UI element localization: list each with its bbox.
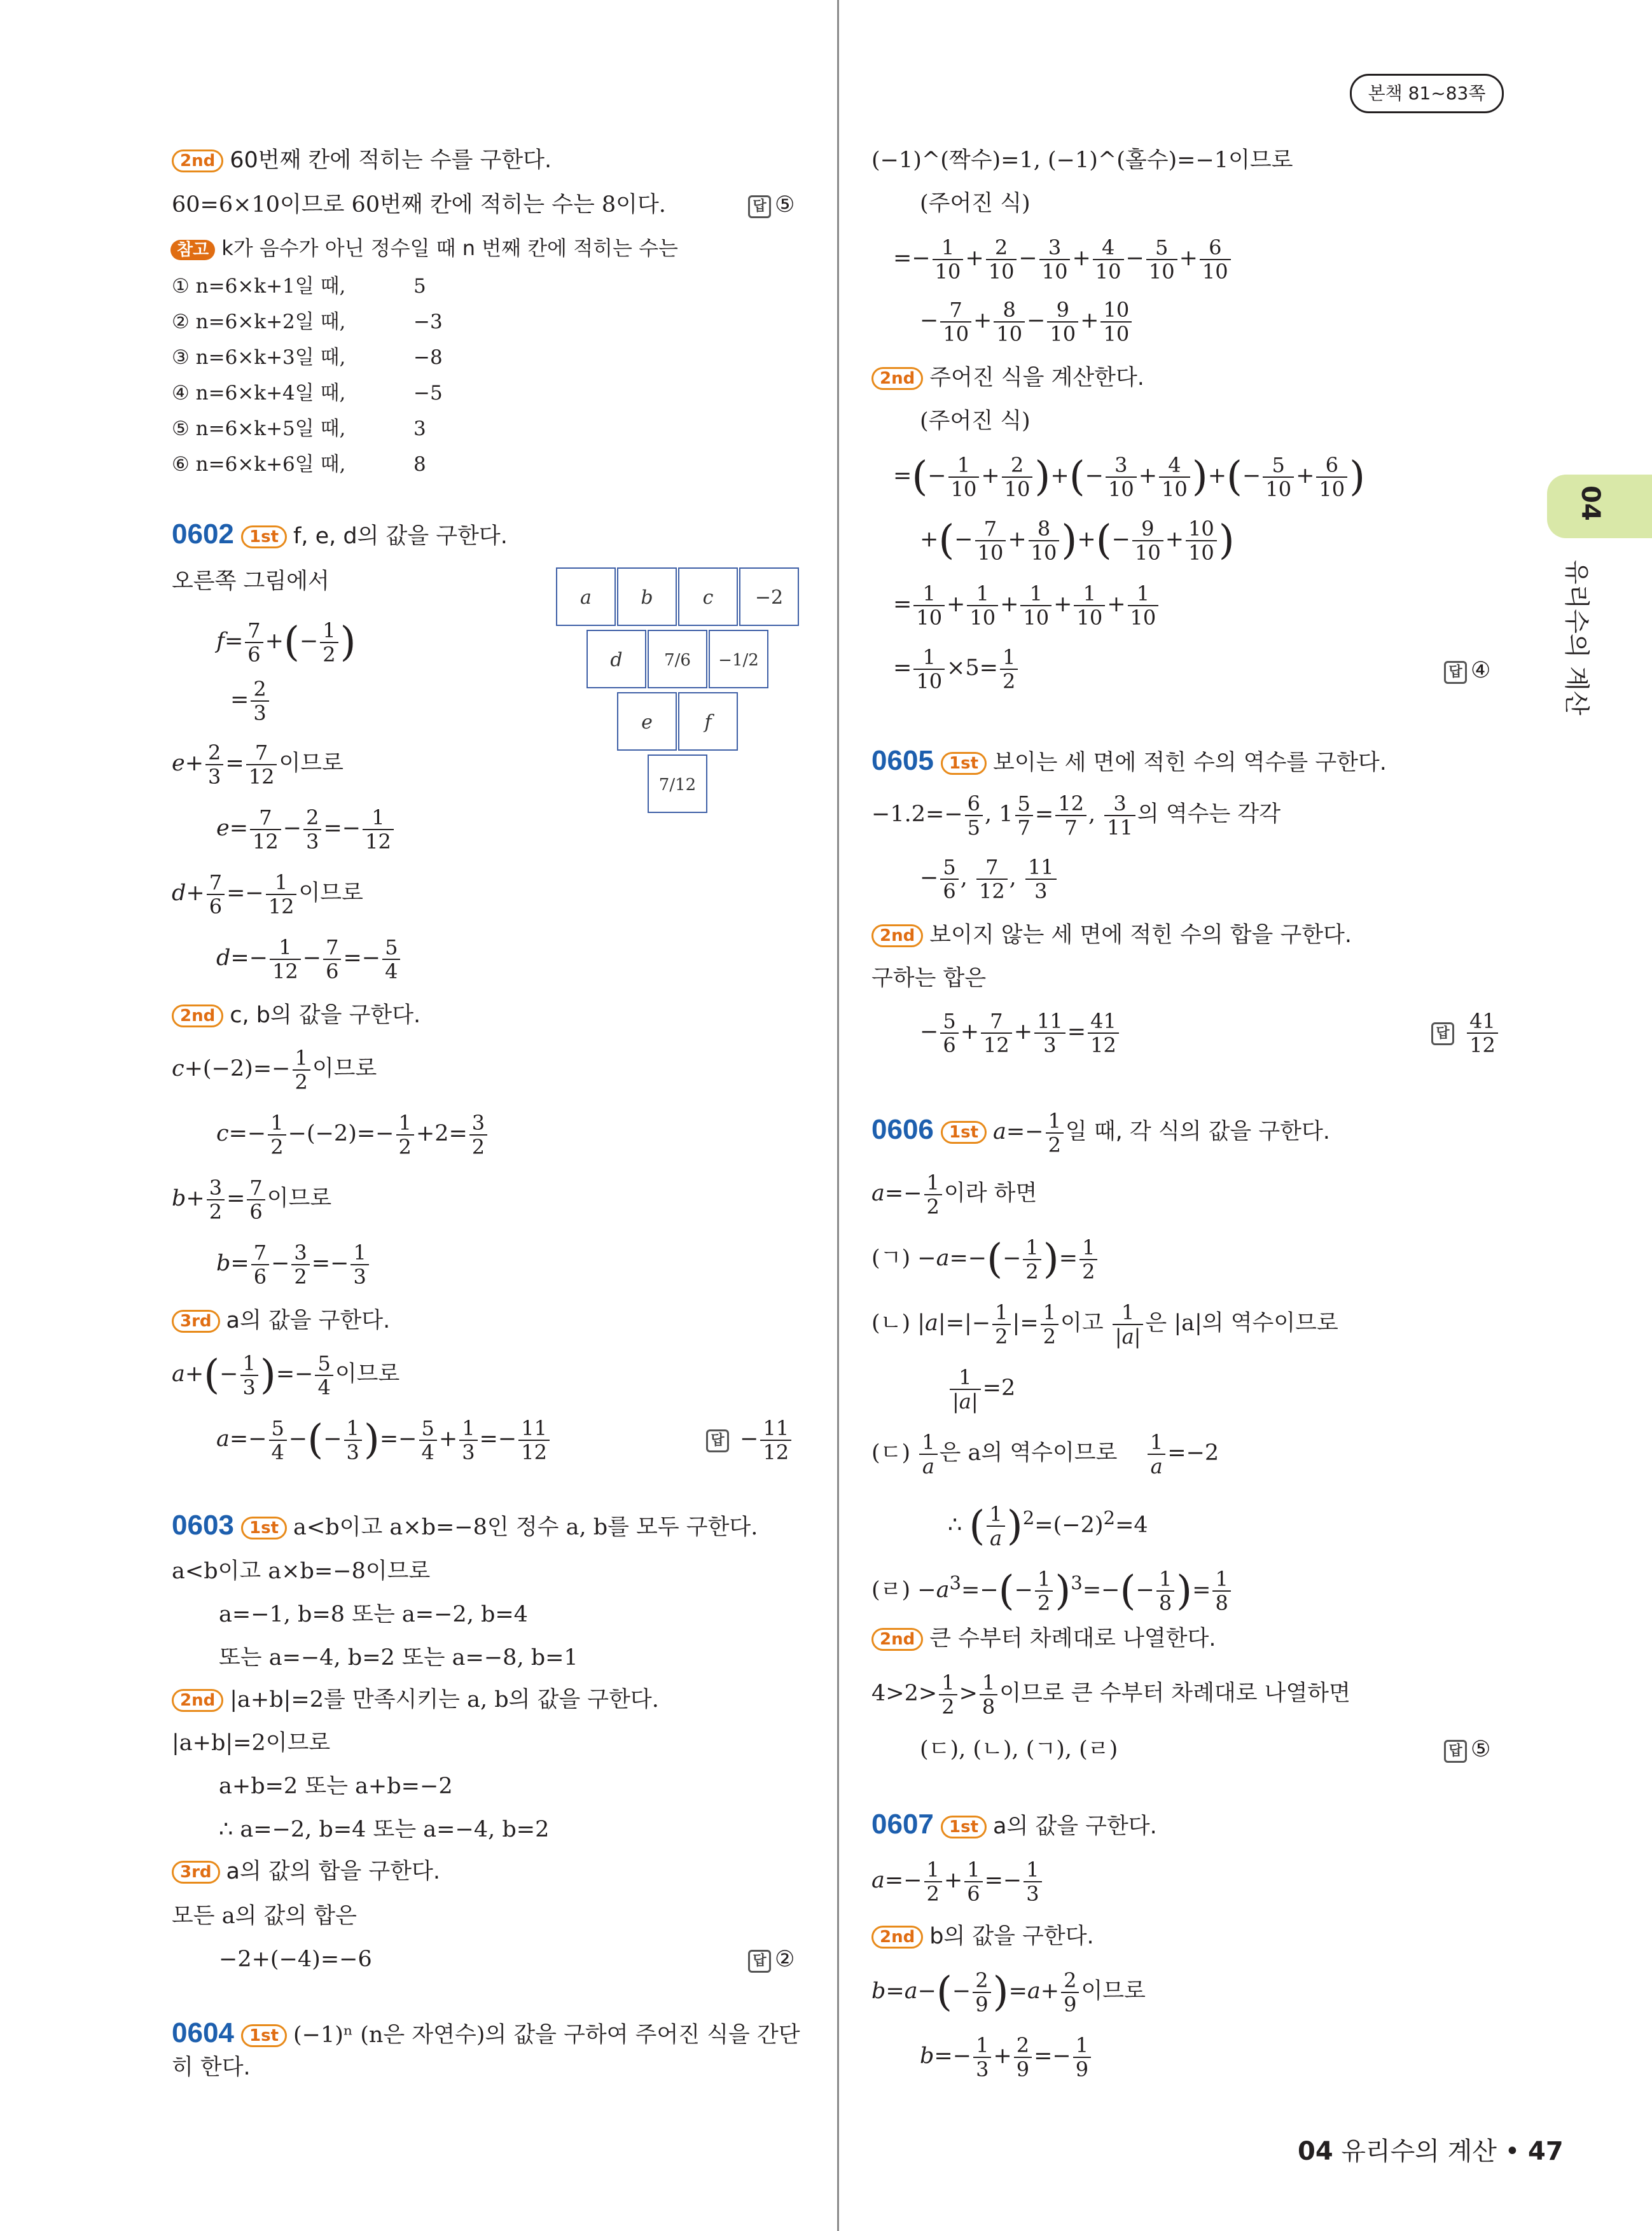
- text-line: 구하는 합은: [871, 966, 987, 991]
- text-line: (−1)^(짝수)=1, (−1)^(홀수)=−1이므로: [871, 148, 1293, 173]
- text-line: 오른쪽 그림에서: [172, 569, 330, 594]
- math-line: − $\frac{5}{6}$ , $\frac{7}{12}$ , $\frac{11}{3}$: [920, 852, 1059, 903]
- math-line: d+ $\frac{7}{6}$ =− $\frac{1}{12}$ 이므로: [172, 870, 363, 919]
- grid-cell: e: [617, 692, 677, 751]
- step-line: 2nd 주어진 식을 계산한다.: [871, 365, 1144, 391]
- step-line: 2nd 보이지 않는 세 면에 적힌 수의 합을 구한다.: [871, 922, 1352, 948]
- grid-cell: c: [678, 567, 738, 626]
- math-line: = $\frac{1}{10}$ + $\frac{1}{10}$ + $\frac{1}{10}$ + $\frac{1}{10}$ + $\frac{1}{10}$: [893, 579, 1160, 630]
- text-line: 히 한다.: [172, 2055, 251, 2080]
- chapter-tab: 04: [1547, 475, 1652, 538]
- math-line: −1.2=− $\frac{6}{5}$ , 1 $\frac{5}{7}$ = $\frac{12}{7}$ , $\frac{3}{11}$ 의 역수는 각각: [871, 791, 1281, 840]
- math-line: − $\frac{7}{10}$ + $\frac{8}{10}$ − $\frac{9}{10}$ + $\frac{10}{10}$: [920, 295, 1134, 346]
- grid-cell: d: [587, 630, 646, 688]
- note-line: 참고 k가 음수가 아닌 정수일 때 n 번째 칸에 적히는 수는: [170, 235, 678, 261]
- grid-cell: 7/12: [648, 754, 707, 813]
- grid-cell: −2: [739, 567, 799, 626]
- problem-header-0606: 0606 1st a=− $\frac{1}{2}$ 일 때, 각 식의 값을 구한다.: [871, 1108, 1330, 1157]
- note-row: ④ n=6×k+4일 때, −5: [172, 382, 443, 405]
- grid-cell: f: [678, 692, 738, 751]
- text-line: 모든 a의 값의 합은: [172, 1903, 357, 1929]
- note-row: ⑥ n=6×k+6일 때, 8: [172, 453, 426, 476]
- grid-cell: b: [617, 567, 677, 626]
- problem-header-0605: 0605 1st 보이는 세 면에 적힌 수의 역수를 구한다.: [871, 745, 1387, 776]
- step-line: 2nd 큰 수부터 차례대로 나열한다.: [871, 1626, 1216, 1651]
- problem-header-0604: 0604 1st (−1)ⁿ (n은 자연수)의 값을 구하여 주어진 식을 간단: [172, 2017, 800, 2048]
- math-line: ∴ ( $\frac{1}{a}$ )$^2=(-2)^2=4$: [948, 1502, 1148, 1551]
- text-line: a+b=2 또는 a+b=−2: [219, 1774, 453, 1799]
- math-line: a=− $\frac{1}{2}$ 이라 하면: [871, 1170, 1038, 1219]
- chapter-side-title: 유리수의 계산: [1562, 560, 1591, 716]
- step-line: 3rd a의 값의 합을 구한다.: [172, 1859, 440, 1884]
- grid-cell: a: [556, 567, 616, 626]
- math-line: (ㄹ) $-a^3=-(-$ $\frac{1}{2}$ )$^3$=−(− $\frac{1}{8}$ )= $\frac{1}{8}$: [871, 1557, 1233, 1616]
- text-line: (주어진 식): [920, 408, 1031, 434]
- math-line: =− $\frac{1}{10}$ + $\frac{2}{10}$ − $\frac{3}{10}$ + $\frac{4}{10}$ − $\frac{5}{10}$ + $\frac{6}{10}$: [893, 233, 1233, 284]
- step-line: 3rd a의 값을 구한다.: [172, 1308, 390, 1333]
- math-line: c=− $\frac{1}{2}$ −(−2)=− $\frac{1}{2}$ +2= $\frac{3}{2}$: [216, 1108, 489, 1159]
- answer-mark: 답 ⑤: [1444, 1737, 1490, 1763]
- grid-cell: 7/6: [648, 630, 707, 688]
- text-line: a<b이고 a×b=−8이므로: [172, 1559, 431, 1584]
- text-line: (주어진 식): [920, 191, 1031, 216]
- math-line: b=− $\frac{1}{3}$ + $\frac{2}{9}$ =− $\frac{1}{9}$: [920, 2031, 1093, 2082]
- text-line: −2+(−4)=−6: [219, 1947, 372, 1972]
- note-row: ⑤ n=6×k+5일 때, 3: [172, 417, 426, 440]
- note-row: ① n=6×k+1일 때, 5: [172, 275, 426, 298]
- step-line: 2nd 60번째 칸에 적히는 수를 구한다.: [172, 148, 552, 173]
- answer-mark: 답 ②: [748, 1947, 795, 1973]
- text-line: ∴ a=−2, b=4 또는 a=−4, b=2: [219, 1817, 550, 1842]
- math-line: b+ $\frac{3}{2}$ = $\frac{7}{6}$ 이므로: [172, 1175, 332, 1224]
- math-line: $\frac{1}{|a|}$ =2: [948, 1363, 1015, 1414]
- page-reference-badge: 본책 81~83쪽: [1350, 74, 1504, 113]
- page-footer: 04 유리수의 계산 • 47: [1298, 2137, 1564, 2166]
- math-line: c+(−2)=− $\frac{1}{2}$ 이므로: [172, 1045, 377, 1094]
- math-line: a+(− $\frac{1}{3}$ )=− $\frac{5}{4}$ 이므로: [172, 1351, 400, 1400]
- column-divider: [837, 0, 839, 2231]
- math-line: a=− $\frac{1}{2}$ + $\frac{1}{6}$ =− $\frac{1}{3}$: [871, 1855, 1044, 1906]
- math-line: = $\frac{1}{10}$ ×5= $\frac{1}{2}$: [893, 643, 1020, 693]
- answer-mark: 답 ⑤: [748, 192, 795, 218]
- math-line: e= $\frac{7}{12}$ − $\frac{2}{3}$ =− $\frac{1}{12}$: [216, 803, 396, 854]
- text-line: (ㄷ), (ㄴ), (ㄱ), (ㄹ): [920, 1737, 1118, 1762]
- step-line: 2nd c, b의 값을 구한다.: [172, 1003, 420, 1028]
- math-line: =(− $\frac{1}{10}$ + $\frac{2}{10}$ )+(− $\frac{3}{10}$ + $\frac{4}{10}$ )+(− $\frac{5}{10}$ + $\frac{6}{10}$ ): [893, 452, 1366, 501]
- note-row: ② n=6×k+2일 때, −3: [172, 310, 443, 333]
- problem-header-0602: 0602 1st f, e, d의 값을 구한다.: [172, 518, 508, 550]
- note-row: ③ n=6×k+3일 때, −8: [172, 346, 443, 369]
- text-line: 또는 a=−4, b=2 또는 a=−8, b=1: [219, 1645, 578, 1671]
- math-line: e+ $\frac{2}{3}$ = $\frac{7}{12}$ 이므로: [172, 740, 344, 789]
- math-line: 4>2> $\frac{1}{2}$ > $\frac{1}{8}$ 이므로 큰 수부터 차례대로 나열하면: [871, 1670, 1350, 1719]
- math-line: f= $\frac{7}{6}$ +(− $\frac{1}{2}$ ): [216, 618, 356, 667]
- text-line: 60=6×10이므로 60번째 칸에 적히는 수는 8이다.: [172, 192, 666, 218]
- text-line: a=−1, b=8 또는 a=−2, b=4: [219, 1602, 528, 1627]
- text-line: |a+b|=2이므로: [172, 1730, 331, 1756]
- math-line: (ㄱ) −a=−(− $\frac{1}{2}$ )= $\frac{1}{2}$: [871, 1233, 1099, 1285]
- math-line: d=− $\frac{1}{12}$ − $\frac{7}{6}$ =− $\frac{5}{4}$: [216, 933, 402, 983]
- math-line: +(− $\frac{7}{10}$ + $\frac{8}{10}$ )+(− $\frac{9}{10}$ + $\frac{10}{10}$ ): [920, 516, 1235, 565]
- step-line: 2nd b의 값을 구한다.: [871, 1924, 1094, 1949]
- math-line: b=a−(− $\frac{2}{9}$ )=a+ $\frac{2}{9}$ 이므로: [871, 1968, 1146, 2017]
- problem-header-0607: 0607 1st a의 값을 구한다.: [871, 1809, 1157, 1840]
- grid-cell: −1/2: [709, 630, 768, 688]
- step-line: 2nd |a+b|=2를 만족시키는 a, b의 값을 구한다.: [172, 1687, 659, 1713]
- answer-mark: 답 − $\frac{11}{12}$: [706, 1414, 793, 1464]
- math-line: − $\frac{5}{6}$ + $\frac{7}{12}$ + $\frac{11}{3}$ = $\frac{41}{12}$: [920, 1006, 1121, 1057]
- math-line: = $\frac{2}{3}$: [230, 674, 271, 725]
- problem-header-0603: 0603 1st a<b이고 a×b=−8인 정수 a, b를 모두 구한다.: [172, 1510, 758, 1541]
- math-line: b= $\frac{7}{6}$ − $\frac{3}{2}$ =− $\frac{1}{3}$: [216, 1238, 371, 1289]
- math-line: (ㄷ) $\frac{1}{a}$ 은 a의 역수이므로 $\frac{1}{a}$ =−2: [871, 1429, 1219, 1478]
- answer-mark: 답 ④: [1444, 658, 1490, 684]
- answer-mark: 답 $\frac{41}{12}$: [1431, 1006, 1500, 1057]
- math-line: a=− $\frac{5}{4}$ −(− $\frac{1}{3}$ )=− $\frac{5}{4}$ + $\frac{1}{3}$ =− $\frac{11}{12}$: [216, 1414, 552, 1466]
- math-line: (ㄴ) |a|=|− $\frac{1}{2}$ |= $\frac{1}{2}$ 이고 $\frac{1}{|a|}$ 은 |a|의 역수이므로: [871, 1300, 1338, 1349]
